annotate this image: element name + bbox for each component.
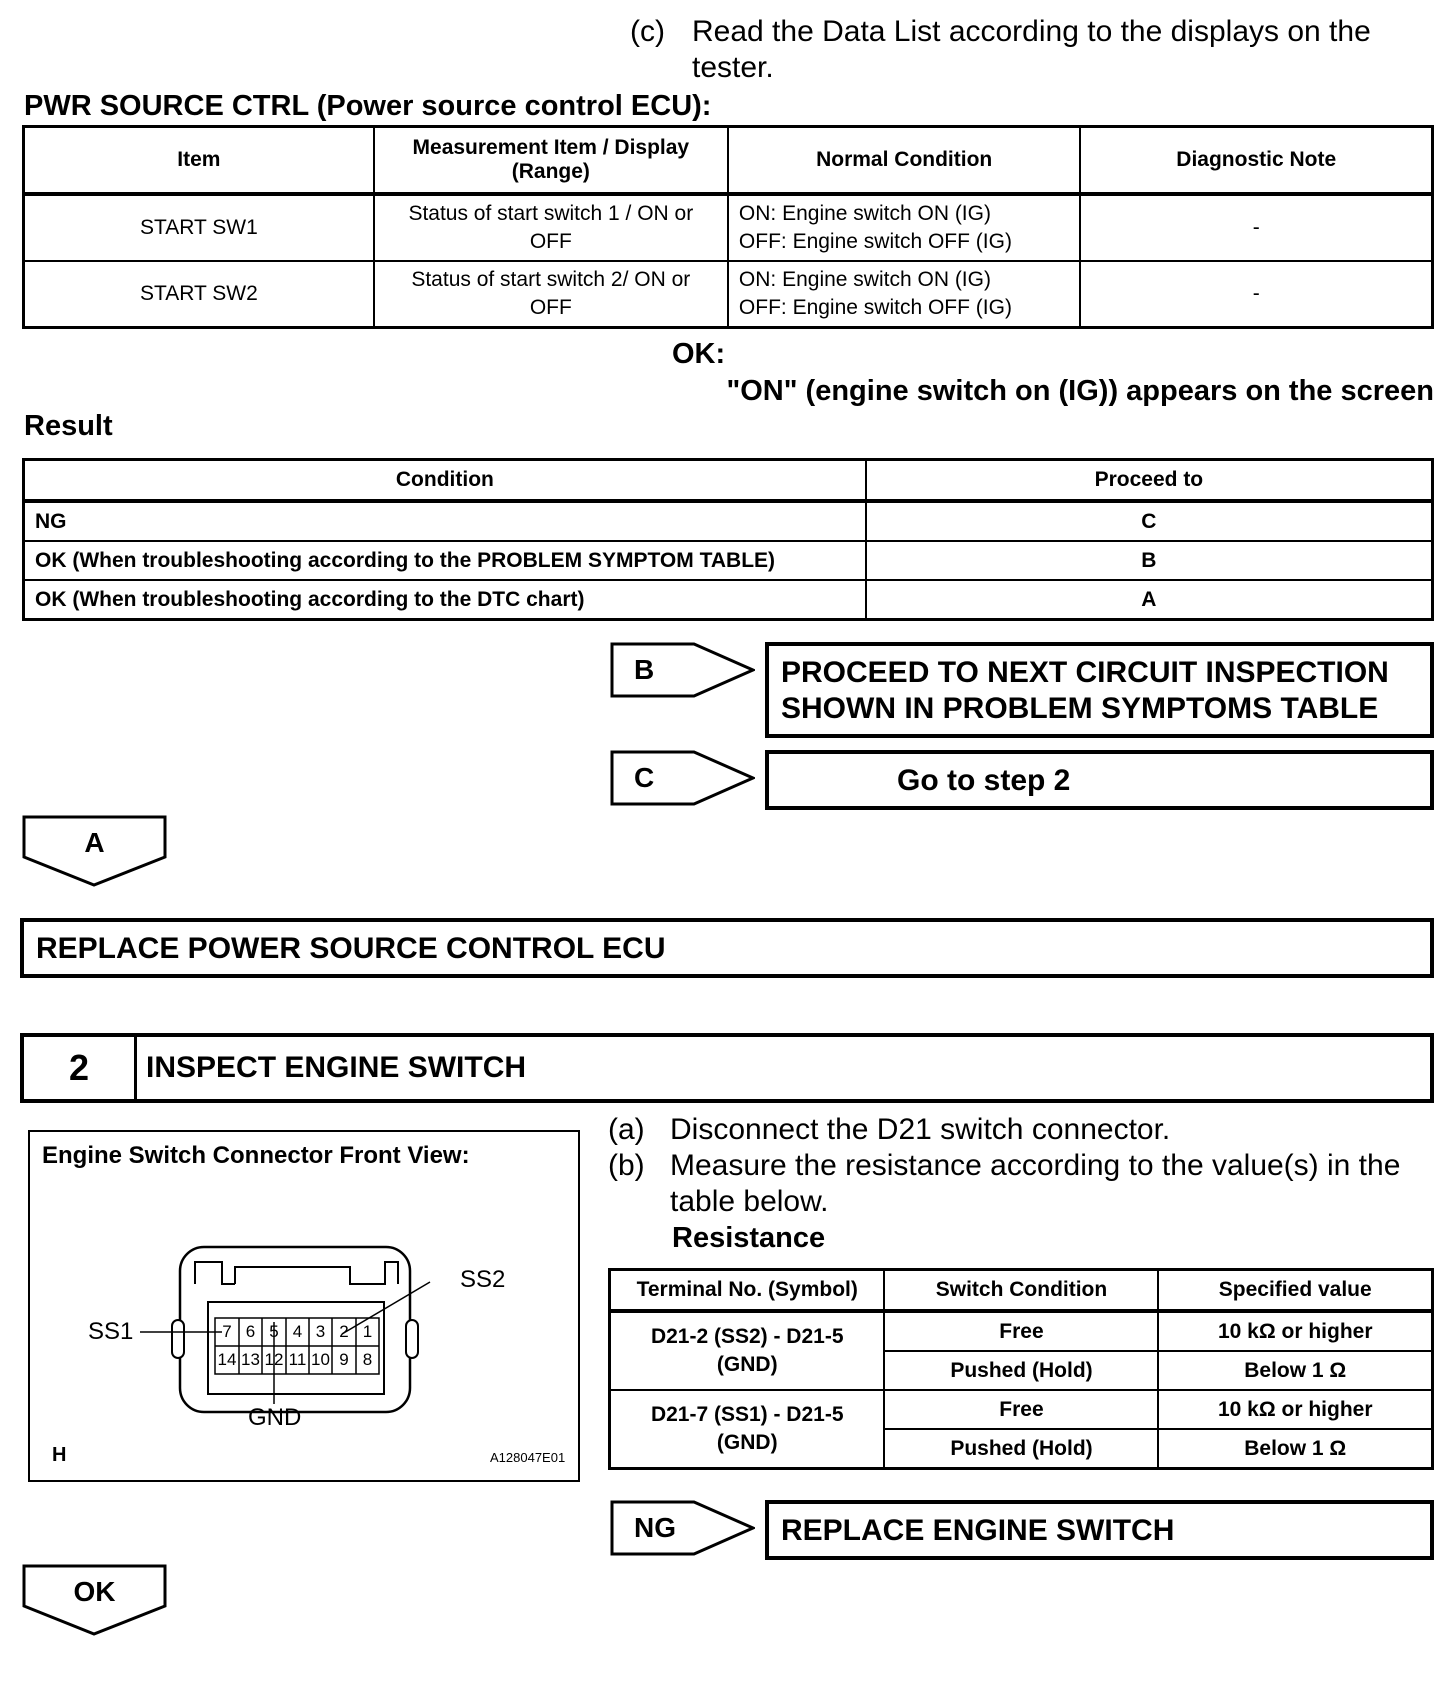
pin: 11 [288, 1350, 307, 1369]
pin: 8 [362, 1350, 373, 1369]
step-c-text-2: tester. [692, 51, 774, 84]
measurement-line1: Status of start switch 2/ ON or [411, 268, 691, 291]
ok-text: "ON" (engine switch on (IG)) appears on the screen [726, 375, 1434, 407]
branch-c-box [765, 750, 1434, 810]
table-row [24, 501, 1433, 541]
terminal-line1: D21-7 (SS1) - D21-5 [650, 1403, 844, 1426]
header-measurement-line1: Measurement Item / Display [412, 136, 690, 159]
branch-b-line1: PROCEED TO NEXT CIRCUIT INSPECTION [781, 656, 1389, 689]
normal-line2: OFF: Engine switch OFF (IG) [738, 230, 1012, 253]
value-cell: Below 1 Ω [1158, 1429, 1432, 1469]
item-cell: START SW1 [24, 194, 374, 261]
pin: 5 [269, 1322, 279, 1341]
pin: 12 [264, 1350, 284, 1369]
pin: 7 [222, 1322, 232, 1341]
replace-ecu-text: REPLACE POWER SOURCE CONTROL ECU [36, 932, 666, 965]
step-b-text-1: Measure the resistance according to the value(s) in the [670, 1149, 1401, 1182]
header-normal: Normal Condition [728, 127, 1081, 195]
proceed-cell: B [866, 541, 1433, 580]
table-row [24, 541, 1433, 580]
step-a-label: (a) [608, 1113, 645, 1146]
branch-c-tag-label: C [634, 762, 655, 793]
header-condition: Condition [24, 460, 866, 502]
pin: 4 [292, 1322, 303, 1341]
branch-b-tag-label: B [634, 654, 655, 685]
value-cell: 10 kΩ or higher [1158, 1390, 1432, 1429]
branch-b-box [765, 642, 1434, 738]
step-a-text: Disconnect the D21 switch connector. [670, 1113, 1171, 1146]
replace-ecu-box [20, 918, 1434, 978]
ecu-heading: PWR SOURCE CTRL (Power source control ECU): [24, 90, 712, 122]
table-row [24, 194, 1433, 261]
ok-label: OK: [672, 338, 726, 370]
normal-line1: ON: Engine switch ON (IG) [738, 202, 991, 225]
condition-cell: Free [884, 1390, 1158, 1429]
arrow-tag-shape [610, 750, 755, 806]
condition-cell: Pushed (Hold) [884, 1351, 1158, 1390]
header-switch-condition: Switch Condition [884, 1270, 1158, 1312]
table-row [24, 261, 1433, 328]
measurement-line2: OFF [529, 230, 572, 253]
resistance-table [608, 1268, 1434, 1470]
branch-b-line2: SHOWN IN PROBLEM SYMPTOMS TABLE [781, 692, 1379, 725]
header-terminal: Terminal No. (Symbol) [610, 1270, 885, 1312]
pin: 2 [339, 1322, 349, 1341]
branch-ng-tag-label: NG [634, 1512, 676, 1543]
step-b [608, 1148, 1434, 1220]
figure-id: A128047E01 [490, 1450, 566, 1465]
pin: 1 [362, 1322, 373, 1341]
connector-figure [28, 1130, 580, 1482]
data-list-table [22, 125, 1434, 329]
measurement-line2: OFF [529, 296, 572, 319]
step2-number: 2 [68, 1047, 90, 1088]
normal-line2: OFF: Engine switch OFF (IG) [738, 296, 1012, 319]
pin: 13 [241, 1350, 260, 1369]
table-row [610, 1390, 1433, 1429]
data-list-header-row [24, 127, 1433, 195]
table-row [610, 1311, 1433, 1351]
branch-ng-text: REPLACE ENGINE SWITCH [781, 1514, 1175, 1547]
condition-cell: OK (When troubleshooting according to the DTC chart) [24, 580, 866, 620]
normal-line1: ON: Engine switch ON (IG) [738, 268, 991, 291]
branch-a-tag [22, 815, 167, 889]
pin: 10 [311, 1350, 330, 1369]
pin-grid [215, 1318, 379, 1374]
condition-cell: Free [884, 1311, 1158, 1351]
condition-cell: OK (When troubleshooting according to the PROBLEM SYMPTOM TABLE) [24, 541, 866, 580]
result-table [22, 458, 1434, 621]
normal-cell [728, 194, 1081, 261]
branch-a-tag-label: A [84, 827, 105, 858]
ss1-label: SS1 [88, 1318, 134, 1345]
pin: 3 [315, 1322, 326, 1341]
branch-ng-box [765, 1500, 1434, 1560]
header-note: Diagnostic Note [1080, 127, 1432, 195]
header-proceed: Proceed to [866, 460, 1433, 502]
step-b-text-2: table below. [670, 1185, 829, 1218]
pin: 6 [245, 1322, 256, 1341]
pin: 9 [339, 1350, 349, 1369]
branch-ok-tag-label: OK [73, 1576, 116, 1607]
proceed-cell: C [866, 501, 1433, 541]
ss2-label: SS2 [460, 1266, 506, 1293]
normal-cell [728, 261, 1081, 328]
header-measurement-line2: (Range) [511, 160, 590, 183]
step-b-label: (b) [608, 1149, 645, 1182]
branch-ng-tag [610, 1500, 755, 1554]
figure-title: Engine Switch Connector Front View: [42, 1142, 470, 1169]
terminal-line1: D21-2 (SS2) - D21-5 [650, 1325, 844, 1348]
measurement-cell [374, 261, 728, 328]
note-cell: - [1080, 194, 1432, 261]
figure-corner-label: H [52, 1444, 67, 1466]
condition-cell: NG [24, 501, 866, 541]
terminal-line2: (GND) [716, 1353, 778, 1376]
step-c-label: (c) [630, 15, 665, 48]
item-cell: START SW2 [24, 261, 374, 328]
condition-cell: Pushed (Hold) [884, 1429, 1158, 1469]
step-a [608, 1112, 1434, 1148]
step-c-text-1: Read the Data List according to the displays on the [692, 15, 1371, 48]
header-specified-value: Specified value [1158, 1270, 1432, 1312]
header-item: Item [24, 127, 374, 195]
connector-diagram [30, 1132, 578, 1480]
pin: 14 [217, 1350, 237, 1369]
step2-header [20, 1033, 1434, 1103]
arrow-tag-shape [610, 1500, 755, 1556]
result-header-row [24, 460, 1433, 502]
step2-title: INSPECT ENGINE SWITCH [146, 1051, 527, 1084]
proceed-cell: A [866, 580, 1433, 620]
step-c [630, 14, 1430, 86]
step2-number-cell [24, 1037, 137, 1099]
value-cell: 10 kΩ or higher [1158, 1311, 1432, 1351]
branch-c-text: Go to step 2 [897, 764, 1071, 797]
gnd-label: GND [248, 1404, 302, 1431]
table-row [24, 580, 1433, 620]
value-cell: Below 1 Ω [1158, 1351, 1432, 1390]
branch-c-tag [610, 750, 755, 804]
arrow-tag-shape [610, 642, 755, 698]
resistance-heading: Resistance [672, 1222, 826, 1254]
measurement-cell [374, 194, 728, 261]
resistance-header-row [610, 1270, 1433, 1312]
measurement-line1: Status of start switch 1 / ON or [408, 202, 694, 225]
terminal-cell [610, 1311, 885, 1390]
note-cell: - [1080, 261, 1432, 328]
result-heading: Result [24, 410, 113, 442]
branch-ok-tag [22, 1564, 167, 1638]
terminal-cell [610, 1390, 885, 1469]
header-measurement [374, 127, 728, 195]
terminal-line2: (GND) [716, 1431, 778, 1454]
branch-b-tag [610, 642, 755, 696]
